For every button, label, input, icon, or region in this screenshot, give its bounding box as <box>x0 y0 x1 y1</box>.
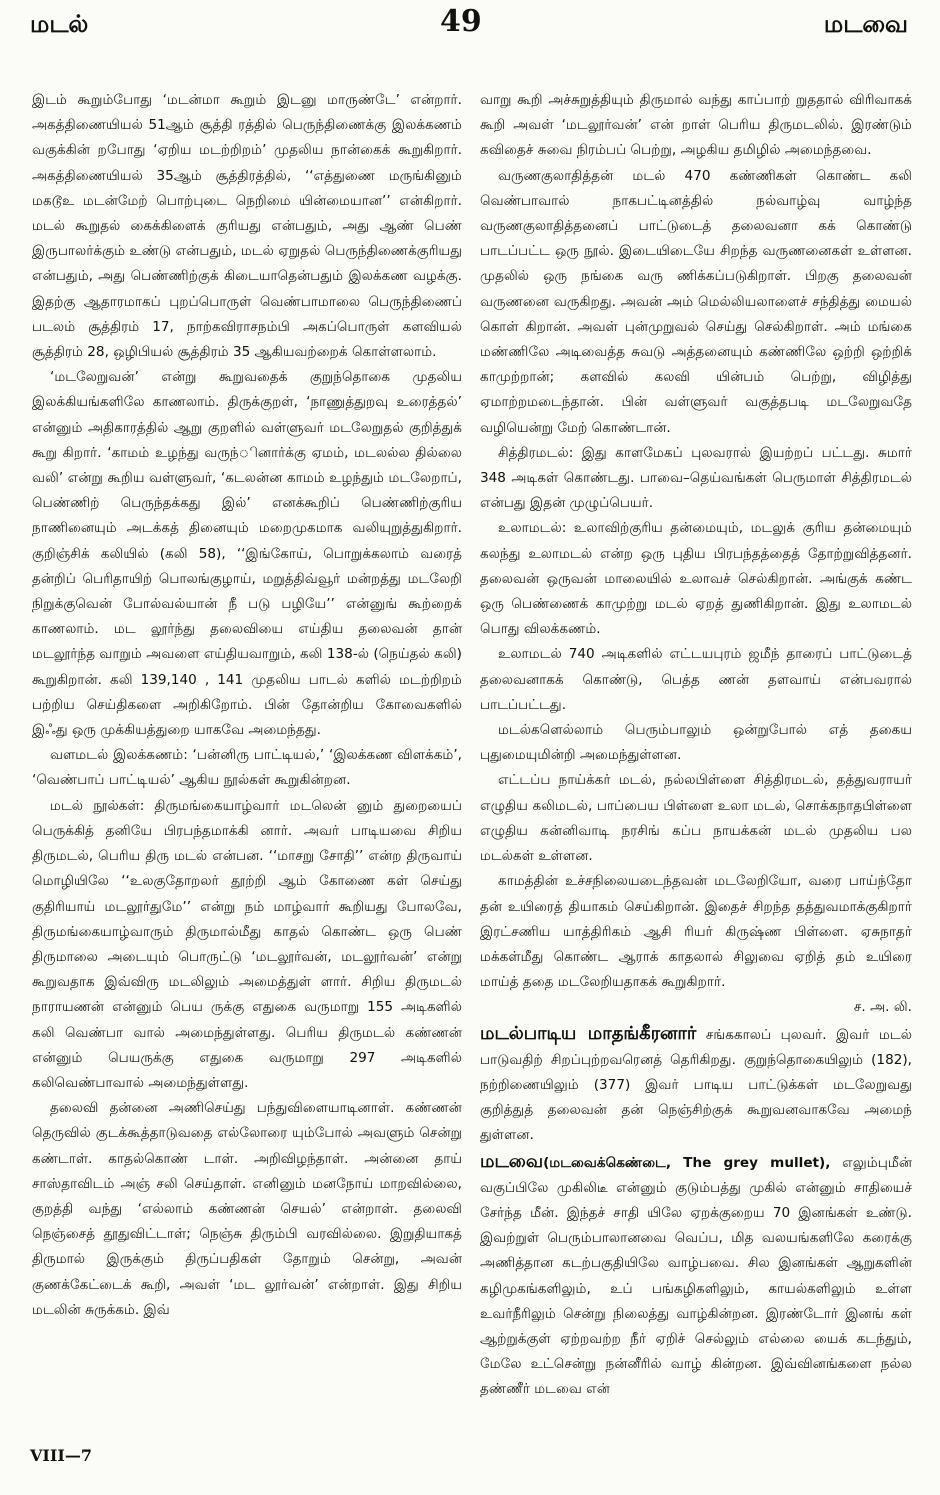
paragraph: மடல் நூல்கள்: திருமங்கையாழ்வார் மடலென் னும் துறையைப் பெருக்கித் தனியே பிரபந்தமாக்கி னார். அவர் பாடியவை சிறிய திருமடல், பெரிய திரு மடல் என்பன. ‘‘மாசறு சோதி’’ என்ற திருவாய் மொழியிலே ‘‘உலகுதோறலர் தூற்றி ஆம் கோணை கள் செய்து குதிரியாய் மடலூர்துமே’’ என்று நம் மாழ்வார் கூறியது போலவே, திருமங்கையாழ்வாரும் திருமால்மீது காதல் கொண்ட ஒரு பெண் திருமாலை அடையும் பொருட்டு ‘மடலூர்வன், மடலூர்வன்’ என்று கூறுவதாக இவ்விரு மடலிலும் அமைத்துள் ளார். சிறிய திருமடல் நாராயணன் என்னும் பெய ருக்கு எதுகை வருமாறு 155 அடிகளில் கலி வெண்பா வால் அமைந்துள்ளது. பெரிய திருமடல் கண்ணன் என்னும் பெயருக்கு எதுகை வருமாறு 297 அடிகளில் கலிவெண்பாவால் அமைந்துள்ளது. <box>32 797 462 1091</box>
running-head-right: மடவை <box>823 10 908 38</box>
paragraph: இடம் கூறும்போது ‘மடன்மா கூறும் இடனு மாருண்டே’ என்றார். அகத்திணையியல் 51ஆம் சூத்தி ரத்தில் பெருந்திணைக்கு இலக்கணம் வகுக்கின் றபோது ‘ஏறிய மடற்றிறம்’ முதலிய நான்கைக் கூறுகிறார். அகத்திணையியல் 35ஆம் சூத்திரத்தில், ‘‘எத்துணை மருங்கினும் மகடூஉ மடன்மேற் பொற்புடை நெறிமை யின்மையான’’ என்கிறார். மடல் கூறுதல் கைக்கிளைக் குரியது என்பதும், அது ஆண் பெண் இருபாலர்க்கும் உண்டு என்பதும், மடல் ஏறுதல் பெருந்திணைக்குரியது என்பதும், அது பெண்ணிற்குக் கிடையாதென்பதும் இலக்கண வழக்கு. இதற்கு ஆதாரமாகப் புறப்பொருள் வெண்பாமாலை பெருந்திணைப் படலம் சூத்திரம் 17, நாற்கவிராசநம்பி அகப்பொருள் களவியல் சூத்திரம் 28, ஒழிபியல் சூத்திரம் 35 ஆகியவற்றைக் கொள்ளலாம். <box>32 92 462 361</box>
entry-subheading: (மடவைக்கெண்டை, The grey mullet), <box>543 1154 831 1171</box>
paragraph: உலாமடல்: உலாவிற்குரிய தன்மையும், மடலுக் குரிய தன்மையும் கலந்து உலாமடல் என்ற ஒரு புதிய பிரபந்தத்தைத் தோற்றுவித்தனர். தலைவன் ஒருவன் மாலையில் உலாவச் செல்கிறான். அங்குக் கண்ட ஒரு பெண்ணைக் காமுற்று மடல் ஏறத் துணிகிறான். இது உலாமடல் பொது விலக்கணம். <box>480 520 912 638</box>
paragraph: சித்திரமடல்: இது காளமேகப் புலவரால் இயற்றப் பட்டது. சுமார் 348 அடிகள் கொண்டது. பாவை–தெய்வங்கள் பெருமாள் சித்திரமடல் என்பது இதன் முழுப்பெயர். <box>480 444 912 512</box>
entry-heading: மடல்பாடிய மாதங்கீரனார் <box>480 1022 697 1044</box>
entry-body: சங்ககாலப் புலவர். இவர் மடல் பாடுவதிற் சிறப்புற்றவரெனத் தெரிகிறது. குறுந்தொகையிலும் (182), நற்றிணையிலும் (377) இவர் பாடிய பாட்டுக்கள் மடலேறுவது குறித்துத் தலைவன் தன் நெஞ்சிற்குக் கூறுவனவாகவே அமைந் துள்ளன. <box>480 1026 912 1144</box>
entry-heading: மடவை <box>480 1150 544 1172</box>
entry-madal-padiya <box>480 1021 912 1149</box>
author-signature: ச. அ. லி. <box>853 999 912 1016</box>
paragraph: வளமடல் இலக்கணம்: ‘பன்னிரு பாட்டியல்,’ ‘இலக்கண விளக்கம்’, ‘வெண்பாப் பாட்டியல்’ ஆகிய நூல்கள் கூறுகின்றன. <box>32 747 462 789</box>
left-column <box>32 88 462 1473</box>
paragraph: மடல்களெல்லாம் பெரும்பாலும் ஒன்றுபோல் எத் தகைய புதுமையுமின்றி அமைந்துள்ளன. <box>480 722 912 764</box>
page-header <box>0 0 940 58</box>
paragraph: ‘மடலேறுவன்’ என்று கூறுவதைக் குறுந்தொகை முதலிய இலக்கியங்களிலே காணலாம். திருக்குறள், ‘நாணுத்துறவு உரைத்தல்’ என்னும் அதிகாரத்தில் ஆறு குறளில் வள்ளுவர் மடலேறுதல் குறித்துக் கூறு கிறார். ‘காமம் உழந்து வருந்ினார்க்கு ஏமம், மடலல்ல தில்லை வலி’ என்று கூறிய வள்ளுவர், ‘கடலன்ன காமம் உழந்தும் மடலேறாப், பெண்ணிற் பெருந்தக்கது இல்’ எனக்கூறிப் பெண்ணிற்குரிய நாணினையும் அடக்கத் தினையும் மறைமுகமாக வலியுறுத்துகிறார். குறிஞ்சிக் கலியில் (கலி 58), ‘‘இங்கோய், பொறுக்கலாம் வரைத் தன்றிப் பெரிதாயிற் பொலங்குழாய், மறுத்திவ்வூர் மன்றத்து மடலேறி நிறுக்குவென் போல்வல்யான் நீ படு பழியே’’ என்னுங் கூற்றைக் காணலாம். மட லூர்ந்து தலைவியை எய்திய தலைவன் தான் மடலூர்ந்த வாறும் அவளை எய்தியவாறும், கலி 138-ல் (நெய்தல் கலி) கூறுகிறான். கலி 139,140 , 141 முதலிய பாடல் களில் மடற்றிறம் பற்றிய செய்திகளை அறிகிறோம். பின் தோன்றிய கோவைகளில் இஃது ஒரு முக்கியத்துறை யாகவே அமைந்தது. <box>32 369 462 739</box>
paragraph: தலைவி தன்னை அணிசெய்து பந்துவிளையாடினாள். கண்ணன் தெருவில் குடக்கூத்தாடுவதை எல்லோரை யும்போல் அவளும் சென்று கண்டாள். காதல்கொண் டாள். அறிவிழந்தாள். அன்னை தாய் சாஸ்தாவிடம் அஞ் சலி செய்தாள். எனினும் மனநோய் மாறவில்லை, குறத்தி வந்து ‘எல்லாம் கண்ணன் செயல்’ என்றாள். தலைவி நெஞ்சைத் தூதுவிட்டாள்; நெஞ்சு திரும்பி வரவில்லை. இறுதியாகத் திருமால் இருக்கும் திருப்பதிகள் தோறும் சென்று, அவன் குணக்கேட்டைக் கூறி, அவள் ‘மட லூர்வன்’ என்றாள். இது சிறிய மடலின் சுருக்கம். இவ் <box>32 1100 462 1318</box>
running-head-left: மடல் <box>30 10 89 38</box>
paragraph: காமத்தின் உச்சநிலையடைந்தவன் மடலேறியோ, வரை பாய்ந்தோ தன் உயிரைத் தியாகம் செய்கிறான். இதைச் சிறந்த தத்துவமாக்குகிறார் இரட்சணிய யாத்திரிகம் ஆசி ரியர் கிருஷ்ண பிள்ளை. ஏசுநாதர் மக்கள்மீது கொண்ட ஆராக் காதலால் சிலுவை ஏறித் தம் உயிரை மாய்த் ததை மடலேறியதாகக் கூறுகிறார். <box>480 873 912 991</box>
paragraph: எட்டப்ப நாய்க்கர் மடல், நல்லபிள்ளை சித்திரமடல், தத்துவராயர் எழுதிய கலிமடல், பாப்பைய பிள்ளை உலா மடல், சொக்கநாதபிள்ளை எழுதிய கன்னிவாடி நரசிங் கப்ப நாயக்கன் மடல் முதலிய பல மடல்கள் உள்ளன. <box>480 772 912 865</box>
entry-madavai <box>480 1149 912 1403</box>
paragraph: வாறு கூறி அச்சுறுத்தியும் திருமால் வந்து காப்பாற் றுததால் விரிவாகக் கூறி அவள் ‘மடலூர்வன்’ என் றாள் பெரிய திருமடலில். இரண்டும் கவிதைச் சுவை நிரம்பப் பெற்று, அழகிய தமிழில் அமைந்தவை. <box>480 92 912 159</box>
signature-mark: VIII—7 <box>30 1446 92 1465</box>
page-number: 49 <box>440 4 482 39</box>
right-column <box>480 88 912 1473</box>
paragraph: வருணகுலாதித்தன் மடல் 470 கண்ணிகள் கொண்ட கலி வெண்பாவால் நாகபட்டினத்தில் நல்வாழ்வு வாழ்ந்த வருணகுலாதித்தனைப் பாட்டுடைத் தலைவனா கக் கொண்டு பாடப்பட்ட ஒரு நூல். இடையிடையே சிறந்த வருணனைகள் உள்ளன. முதலில் ஒரு நங்கை வரு ணிக்கப்படுகிறாள். பிறகு தலைவன் வருணனை வருகிறது. அவன் அம் மெல்லியலாளைச் சந்தித்து மையல் கொள் கிறான். அவள் புன்முறுவல் செய்து செல்கிறாள். அம் மங்கை மண்ணிலே அடிவைத்த சுவடு அத்தனையும் கண்ணிலே ஒற்றி ஒற்றிக் காமுற்றான்; களவில் கலவி யின்பம் பெற்று, விழித்து ஏமாற்றமடைந்தான். பின் வள்ளுவர் வகுத்தபடி மடலேறுவதே வழியென்று மேற் கொண்டான். <box>480 167 912 436</box>
entry-body: எலும்புமீன் வகுப்பிலே முகிலிடீ என்னும் குடும்பத்து முகில் என்னும் சாதியைச் சேர்ந்த மீன். இந்தச் சாதி யிலே ஏறக்குறைய 70 இனங்கள் உண்டு. இவற்றுள் பெரும்பாலானவை வெப்ப, மித வலயங்களிலே கரைக்கு அணித்தான கடற்பகுதியிலே வாழ்பவை. சில இனங்கள் ஆறுகளின் கழிமுகங்களிலும், உப் பங்கழிகளிலும், காயல்களிலும் உள்ள உவர்நீரிலும் சென்று நிலைத்து வாழ்கின்றன. இரண்டோர் இனங் கள் ஆற்றுக்குள் ஏற்றவற்ற நீர் ஏறிச் செல்லும் எல்லை யைக் கடந்தும், மேலே உட்சென்று நன்னீரில் வாழ் கின்றன. இவ்வினங்களை நல்ல தண்ணீர் மடவை என் <box>480 1154 912 1398</box>
paragraph: உலாமடல் 740 அடிகளில் எட்டயபுரம் ஜமீந் தாரைப் பாட்டுடைத் தலைவனாகக் கொண்டு, பெத்த ணன் தளவாய் என்பவரால் பாடப்பட்டது. <box>480 646 912 713</box>
